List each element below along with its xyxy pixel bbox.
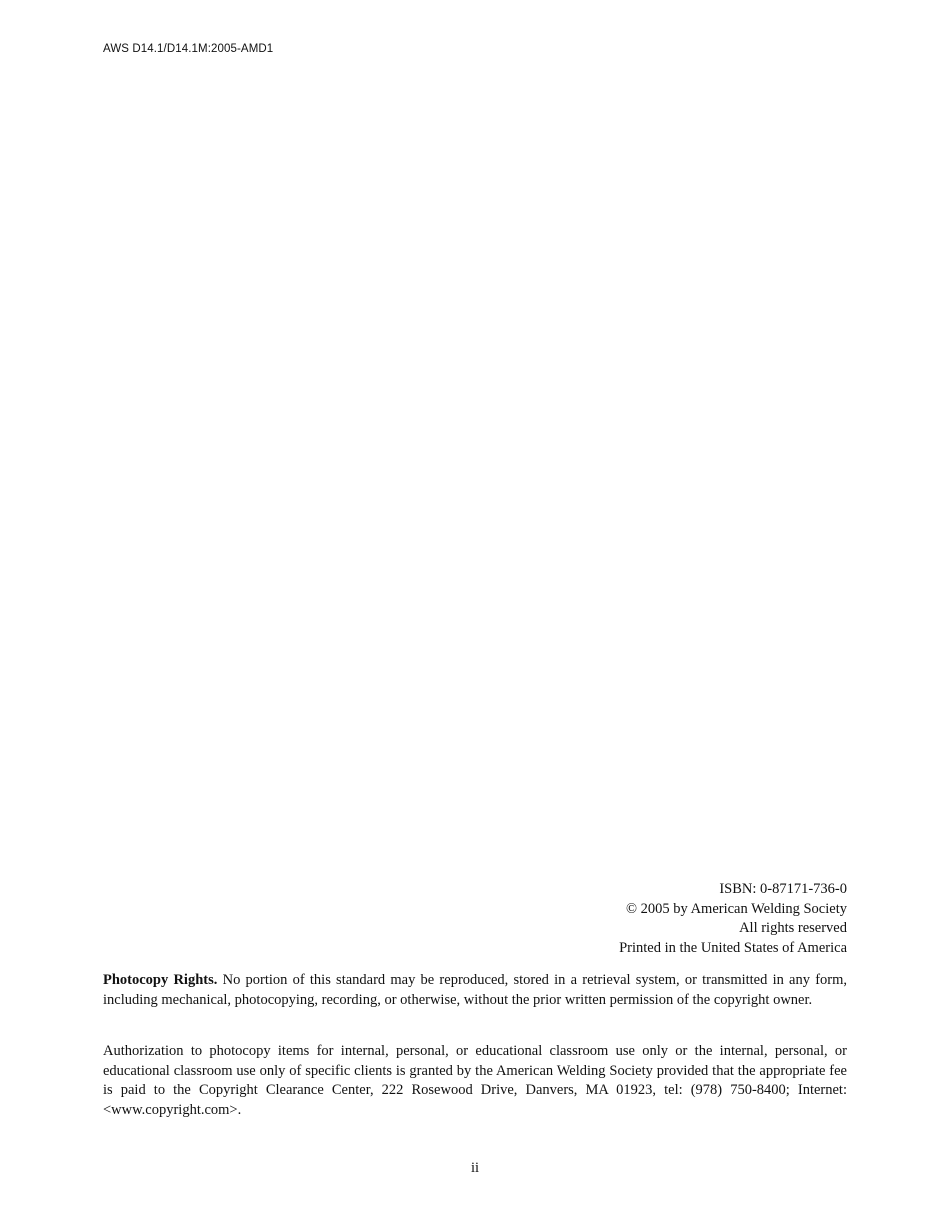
photocopy-rights-paragraph xyxy=(103,971,847,1010)
printed-notice: Printed in the United States of America xyxy=(619,939,847,956)
authorization-paragraph: Authorization to photocopy items for internal, personal, or educational classroom use only or the internal, personal, or educational classroom use only of specific clients is granted by the American Welding Society provided that the appropriate fee is paid to the Copyright Clearance Center, 222 Rosewood Drive, Danvers, MA 01923, tel: (978) 750-8400; Internet: <www.copyright.com>. xyxy=(103,1043,847,1118)
copyright-block xyxy=(619,880,847,958)
photocopy-rights-heading: Photocopy Rights. xyxy=(103,972,218,988)
running-head: AWS D14.1/D14.1M:2005-AMD1 xyxy=(103,43,274,55)
photocopy-rights-text: No portion of this standard may be reproduced, stored in a retrieval system, or transmitted in any form, including mechanical, photocopying, recording, or otherwise, without the prior written permission of the copyright owner. xyxy=(103,972,848,1008)
isbn: ISBN: 0-87171-736-0 xyxy=(719,881,847,897)
page-number: ii xyxy=(470,1160,480,1176)
copyright-notice: © 2005 by American Welding Society xyxy=(625,900,847,917)
rights-notice: All rights reserved xyxy=(739,920,847,936)
